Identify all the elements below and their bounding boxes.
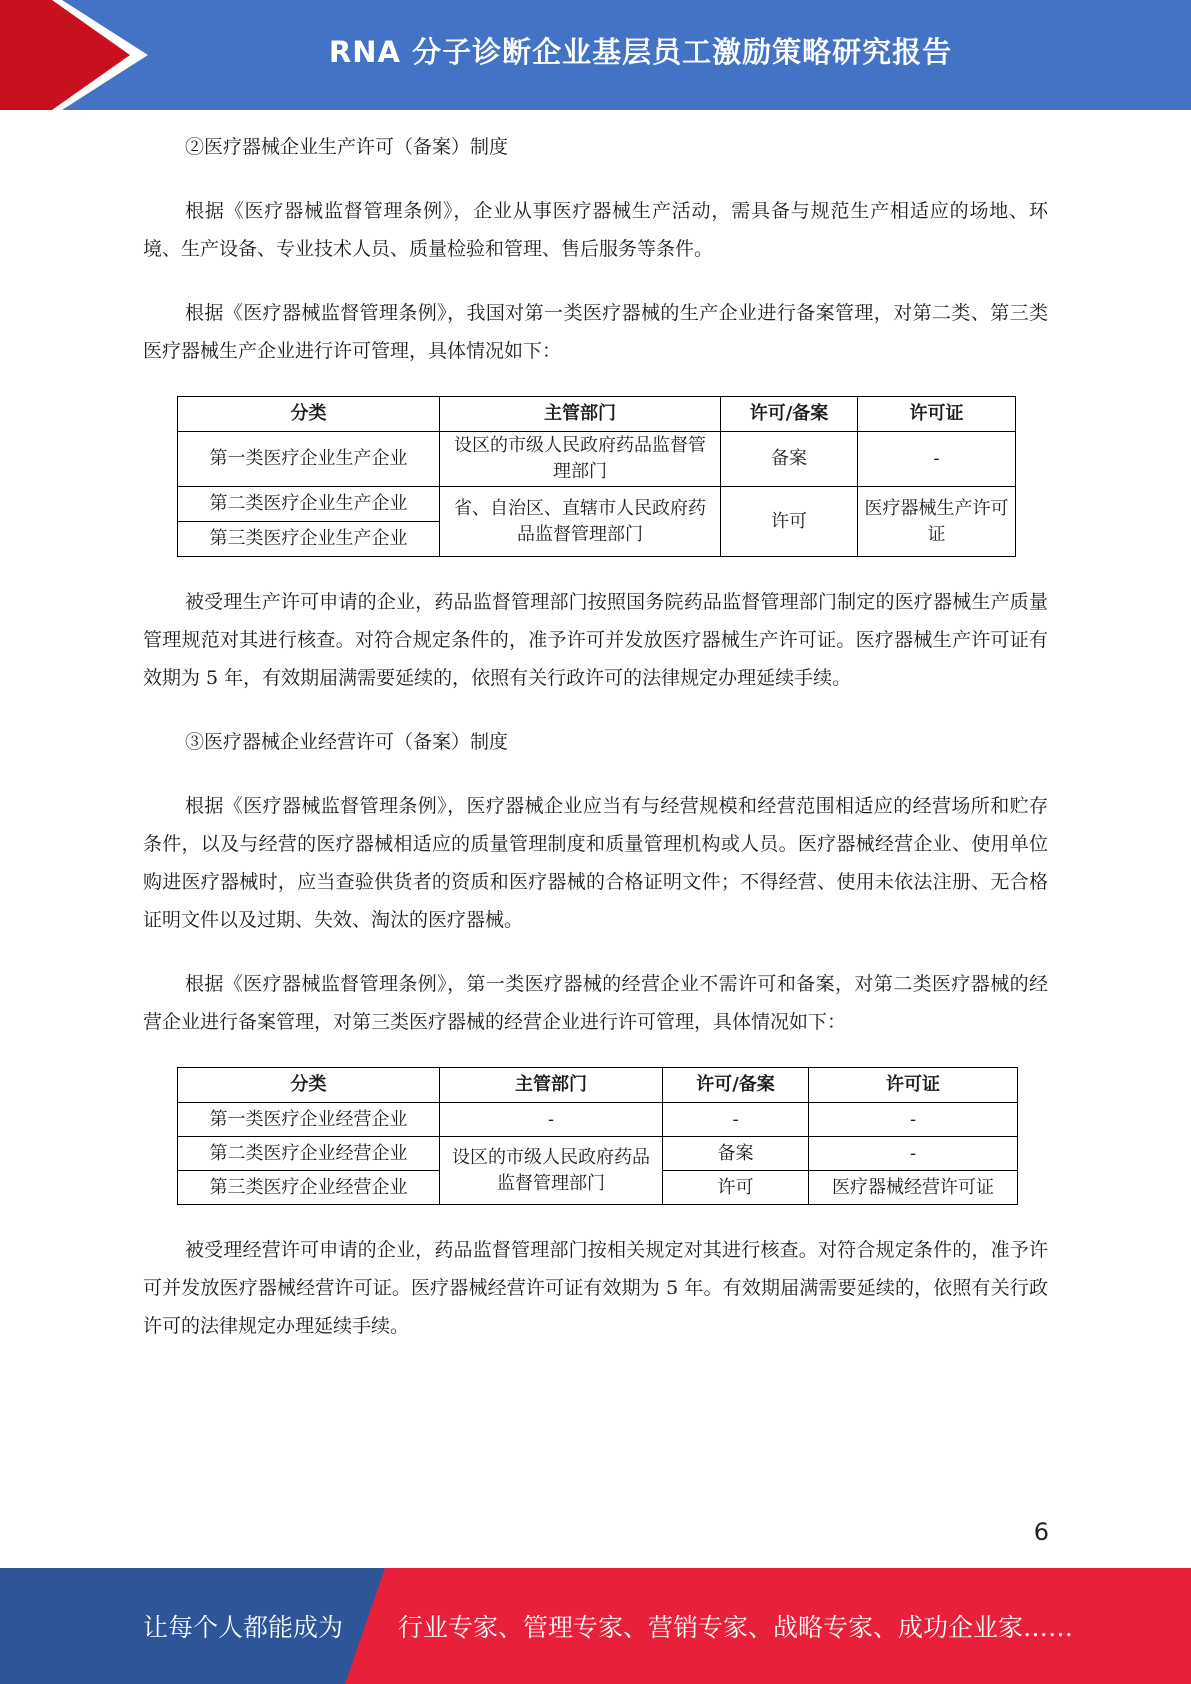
- table-cell: 第一类医疗企业经营企业: [178, 1103, 440, 1137]
- table-cell: 第二类医疗企业生产企业: [178, 487, 440, 522]
- table-header-cell: 分类: [178, 1068, 440, 1103]
- table-cell: 医疗器械经营许可证: [809, 1171, 1018, 1205]
- business-license-table: [177, 1067, 1018, 1205]
- table-header-row: [178, 1068, 1018, 1103]
- table-header-cell: 主管部门: [440, 397, 721, 432]
- table-header-cell: 分类: [178, 397, 440, 432]
- table-cell: 许可: [663, 1171, 809, 1205]
- table-cell: 第三类医疗企业生产企业: [178, 522, 440, 557]
- section-heading-business-license: ③医疗器械企业经营许可（备案）制度: [185, 731, 509, 753]
- table-header-cell: 许可证: [858, 397, 1016, 432]
- section-heading-production-license: ②医疗器械企业生产许可（备案）制度: [185, 136, 509, 158]
- table-cell-merged: 省、自治区、直辖市人民政府药品监督管理部门: [440, 487, 721, 557]
- page-number: 6: [1033, 1518, 1049, 1546]
- table-cell: -: [858, 432, 1016, 487]
- table-header-cell: 许可/备案: [663, 1068, 809, 1103]
- table-cell: -: [809, 1137, 1018, 1171]
- table-row: [178, 1137, 1018, 1171]
- table-header-row: [178, 397, 1016, 432]
- table-cell-merged: 设区的市级人民政府药品监督管理部门: [440, 1137, 663, 1205]
- header-chevron-decoration: [0, 0, 160, 110]
- table-row: [178, 432, 1016, 487]
- paragraph: 根据《医疗器械监督管理条例》，企业从事医疗器械生产活动，需具备与规范生产相适应的场地、环境、生产设备、专业技术人员、质量检验和管理、售后服务等条件。: [143, 200, 1048, 260]
- paragraph: 被受理经营许可申请的企业，药品监督管理部门按相关规定对其进行核查。对符合规定条件的，准予许可并发放医疗器械经营许可证。医疗器械经营许可证有效期为 5 年。有效期届满需要延续的，依照有关行政许可的法律规定办理延续手续。: [143, 1239, 1048, 1337]
- footer-slogan-left: 让每个人都能成为: [143, 1613, 344, 1642]
- table-cell: 第二类医疗企业经营企业: [178, 1137, 440, 1171]
- paragraph: 根据《医疗器械监督管理条例》，第一类医疗器械的经营企业不需许可和备案，对第二类医疗器械的经营企业进行备案管理，对第三类医疗器械的经营企业进行许可管理，具体情况如下：: [143, 973, 1048, 1033]
- table-cell: -: [440, 1103, 663, 1137]
- table-cell: -: [663, 1103, 809, 1137]
- table-header-cell: 主管部门: [440, 1068, 663, 1103]
- table-cell: 第三类医疗企业经营企业: [178, 1171, 440, 1205]
- paragraph: 根据《医疗器械监督管理条例》，医疗器械企业应当有与经营规模和经营范围相适应的经营场所和贮存条件，以及与经营的医疗器械相适应的质量管理制度和质量管理机构或人员。医疗器械经营企业、使用单位购进医疗器械时，应当查验供货者的资质和医疗器械的合格证明文件；不得经营、使用未依法注册、无合格证明文件以及过期、失效、淘汰的医疗器械。: [143, 795, 1048, 931]
- table-cell: 备案: [721, 432, 858, 487]
- report-title: RNA 分子诊断企业基层员工激励策略研究报告: [328, 34, 953, 69]
- paragraph: 被受理生产许可申请的企业，药品监督管理部门按照国务院药品监督管理部门制定的医疗器械生产质量管理规范对其进行核查。对符合规定条件的，准予许可并发放医疗器械生产许可证。医疗器械生产许可证有效期为 5 年，有效期届满需要延续的，依照有关行政许可的法律规定办理延续手续。: [143, 591, 1048, 689]
- document-body: [143, 128, 1048, 1371]
- table-row: [178, 1103, 1018, 1137]
- paragraph: 根据《医疗器械监督管理条例》，我国对第一类医疗器械的生产企业进行备案管理，对第二类、第三类医疗器械生产企业进行许可管理，具体情况如下：: [143, 302, 1048, 362]
- table-cell: 备案: [663, 1137, 809, 1171]
- table-cell: 设区的市级人民政府药品监督管理部门: [440, 432, 721, 487]
- table-cell-merged: 许可: [721, 487, 858, 557]
- table-cell: -: [809, 1103, 1018, 1137]
- page-footer: [0, 1568, 1191, 1684]
- table-row: [178, 487, 1016, 522]
- table-cell-merged: 医疗器械生产许可证: [858, 487, 1016, 557]
- table-header-cell: 许可/备案: [721, 397, 858, 432]
- table-cell: 第一类医疗企业生产企业: [178, 432, 440, 487]
- production-license-table: [177, 396, 1016, 557]
- table-header-cell: 许可证: [809, 1068, 1018, 1103]
- page-header: [0, 0, 1191, 110]
- footer-slogan-right: 行业专家、管理专家、营销专家、战略专家、成功企业家……: [398, 1613, 1074, 1642]
